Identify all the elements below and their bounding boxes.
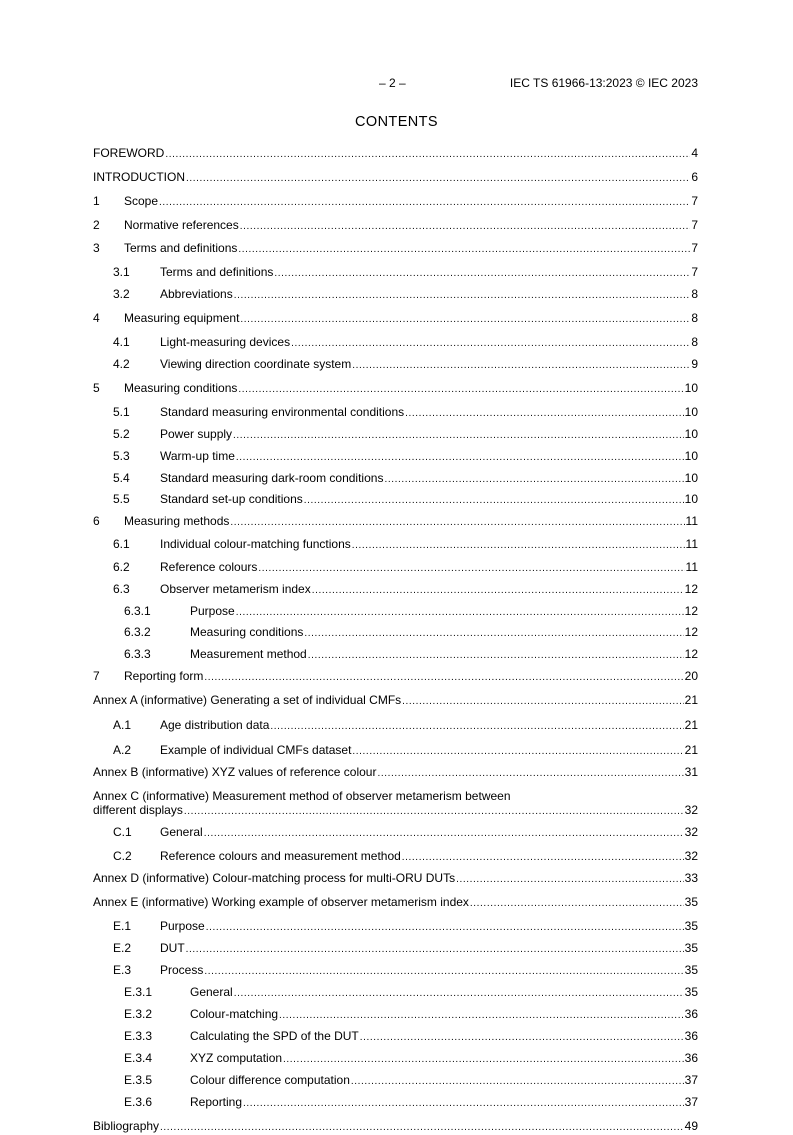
page-number: – 2 – <box>379 76 406 90</box>
toc-entry-number: 6.3.2 <box>124 625 151 639</box>
dot-leader <box>238 383 683 397</box>
toc-entry[interactable] <box>93 985 698 1001</box>
toc-entry-title: Reporting <box>190 1095 243 1109</box>
toc-entry-number: A.2 <box>113 743 132 757</box>
dot-leader <box>233 429 684 443</box>
toc-entry-title: Individual colour-matching functions <box>160 537 351 551</box>
toc-entry-page: 10 <box>684 405 698 419</box>
toc-entry-number: E.3.6 <box>124 1095 153 1109</box>
standard-designation: IEC TS 61966-13:2023 © IEC 2023 <box>509 76 698 90</box>
toc-entry-page: 11 <box>685 560 698 574</box>
toc-entry-title: Terms and definitions <box>160 265 274 279</box>
dot-leader <box>283 1053 684 1067</box>
toc-entry-page: 4 <box>691 146 698 160</box>
toc-entry[interactable] <box>93 381 698 397</box>
dot-leader <box>384 473 683 487</box>
table-of-contents <box>93 146 698 1135</box>
toc-entry-title: Warm-up time <box>160 449 235 463</box>
toc-entry[interactable] <box>93 1007 698 1023</box>
toc-entry-title: Power supply <box>160 427 233 441</box>
dot-leader <box>160 1121 684 1135</box>
toc-entry-title: Calculating the SPD of the DUT <box>190 1029 359 1043</box>
toc-entry-page: 21 <box>684 743 698 757</box>
dot-leader <box>159 196 690 210</box>
toc-entry-title: Measuring equipment <box>124 311 240 325</box>
toc-entry-number: 5.5 <box>113 492 130 506</box>
toc-entry-number: C.1 <box>113 825 132 839</box>
toc-entry-number: 6.3 <box>113 582 130 596</box>
toc-entry-page: 32 <box>684 803 698 817</box>
toc-entry[interactable] <box>93 895 698 911</box>
toc-entry[interactable] <box>93 218 698 234</box>
dot-leader <box>304 627 683 641</box>
toc-entry-number: E.3.4 <box>124 1051 153 1065</box>
toc-entry-title: FOREWORD <box>93 146 165 160</box>
toc-entry-title: Reference colours and measurement method <box>160 849 401 863</box>
toc-entry-title: Viewing direction coordinate system <box>160 357 352 371</box>
toc-entry-title: Reporting form <box>124 669 204 683</box>
toc-entry-title: Example of individual CMFs dataset <box>160 743 352 757</box>
toc-entry-page: 10 <box>684 449 698 463</box>
toc-entry-number: C.2 <box>113 849 132 863</box>
toc-entry-number: 6.2 <box>113 560 130 574</box>
toc-entry-page: 7 <box>691 241 698 255</box>
toc-entry-page: 10 <box>684 427 698 441</box>
toc-entry-title: Normative references <box>124 218 239 232</box>
toc-entry-number: E.2 <box>113 941 132 955</box>
toc-entry-page: 36 <box>684 1029 698 1043</box>
toc-entry-page: 35 <box>684 895 698 909</box>
toc-entry-page: 10 <box>684 471 698 485</box>
toc-entry[interactable] <box>93 311 698 327</box>
toc-entry[interactable] <box>93 537 698 553</box>
toc-entry-title: Measuring methods <box>124 514 230 528</box>
toc-entry-page: 7 <box>691 218 698 232</box>
toc-entry-title: Annex A (informative) Generating a set of individual CMFs <box>93 693 402 707</box>
toc-entry-title: DUT <box>160 941 185 955</box>
toc-entry-number: 4 <box>93 311 100 325</box>
dot-leader <box>304 494 684 508</box>
dot-leader <box>234 289 691 303</box>
toc-entry-number: 5.4 <box>113 471 130 485</box>
toc-entry-page: 35 <box>684 985 698 999</box>
toc-entry-page: 33 <box>684 871 698 885</box>
toc-entry-title: Measurement method <box>190 647 307 661</box>
toc-entry-title: Annex E (informative) Working example of observer metamerism index <box>93 895 469 909</box>
dot-leader <box>186 943 684 957</box>
toc-entry[interactable] <box>93 449 698 465</box>
toc-entry-title: Annex B (informative) XYZ values of reference colour <box>93 765 377 779</box>
toc-entry-page: 12 <box>684 604 698 618</box>
toc-entry[interactable] <box>93 194 698 210</box>
dot-leader <box>258 562 684 576</box>
toc-entry-page: 32 <box>684 849 698 863</box>
toc-entry-page: 11 <box>685 537 698 551</box>
toc-entry-page: 7 <box>691 265 698 279</box>
dot-leader <box>470 897 684 911</box>
toc-entry-page: 21 <box>684 693 698 707</box>
dot-leader <box>308 649 684 663</box>
toc-entry-number: 6 <box>93 514 100 528</box>
toc-entry[interactable] <box>93 871 698 887</box>
toc-entry[interactable] <box>93 427 698 443</box>
toc-entry-page: 20 <box>684 669 698 683</box>
toc-entry-number: 6.3.1 <box>124 604 151 618</box>
toc-entry-page: 8 <box>691 311 698 325</box>
dot-leader <box>230 516 684 530</box>
toc-entry-title: Colour difference computation <box>190 1073 350 1087</box>
toc-entry-page: 35 <box>684 963 698 977</box>
toc-entry-number: 3.2 <box>113 287 130 301</box>
dot-leader <box>352 745 683 759</box>
toc-entry-page: 32 <box>684 825 698 839</box>
toc-entry[interactable] <box>93 265 698 281</box>
dot-leader <box>279 1009 684 1023</box>
dot-leader <box>204 671 683 685</box>
dot-leader <box>204 827 684 841</box>
toc-entry-number: 1 <box>93 194 100 208</box>
dot-leader <box>402 695 683 709</box>
toc-entry-page: 12 <box>684 582 698 596</box>
toc-entry[interactable] <box>93 335 698 351</box>
toc-entry-title: Measuring conditions <box>190 625 304 639</box>
dot-leader <box>236 606 684 620</box>
toc-entry-number: 6.3.3 <box>124 647 151 661</box>
toc-entry[interactable] <box>93 647 698 663</box>
toc-entry-title: Bibliography <box>93 1119 160 1133</box>
dot-leader <box>291 337 690 351</box>
dot-leader <box>204 965 683 979</box>
dot-leader <box>405 407 683 421</box>
toc-entry[interactable] <box>93 825 698 841</box>
toc-entry-page: 10 <box>684 381 698 395</box>
dot-leader <box>238 243 690 257</box>
toc-entry-number: 5.1 <box>113 405 130 419</box>
toc-entry-number: 4.2 <box>113 357 130 371</box>
dot-leader <box>377 767 683 781</box>
toc-entry[interactable] <box>93 625 698 641</box>
toc-entry-page: 35 <box>684 919 698 933</box>
toc-entry-page: 21 <box>684 718 698 732</box>
toc-entry-title: General <box>190 985 233 999</box>
toc-entry-title: Standard measuring dark-room conditions <box>160 471 384 485</box>
toc-entry-title: General <box>160 825 203 839</box>
toc-entry[interactable] <box>93 514 698 530</box>
toc-entry-page: 9 <box>691 357 698 371</box>
toc-entry-title: different displays <box>93 803 183 817</box>
dot-leader <box>312 584 684 598</box>
toc-entry-page: 35 <box>684 941 698 955</box>
toc-entry[interactable] <box>93 765 698 781</box>
toc-entry-title: XYZ computation <box>190 1051 283 1065</box>
toc-entry-number: 5.3 <box>113 449 130 463</box>
toc-entry[interactable] <box>93 849 698 865</box>
toc-entry[interactable] <box>93 146 698 162</box>
toc-entry-title: Measuring conditions <box>124 381 238 395</box>
toc-entry-number: 4.1 <box>113 335 130 349</box>
toc-entry[interactable] <box>93 357 698 373</box>
toc-entry-page: 36 <box>684 1051 698 1065</box>
dot-leader <box>184 805 684 819</box>
dot-leader <box>270 720 683 734</box>
toc-entry-number: A.1 <box>113 718 132 732</box>
dot-leader <box>351 1075 684 1089</box>
toc-entry[interactable] <box>93 693 698 709</box>
toc-entry[interactable] <box>93 919 698 935</box>
dot-leader <box>274 267 690 281</box>
dot-leader <box>456 873 684 887</box>
toc-entry-page: 7 <box>691 194 698 208</box>
toc-entry-number: E.1 <box>113 919 132 933</box>
toc-entry[interactable] <box>93 1051 698 1067</box>
dot-leader <box>236 451 684 465</box>
toc-entry-number: 6.1 <box>113 537 130 551</box>
toc-entry[interactable] <box>93 471 698 487</box>
toc-entry[interactable] <box>93 604 698 620</box>
toc-entry[interactable] <box>93 492 698 508</box>
toc-entry-number: 3 <box>93 241 100 255</box>
dot-leader <box>240 313 690 327</box>
toc-entry[interactable] <box>93 170 698 186</box>
dot-leader <box>240 220 691 234</box>
toc-entry-page: 12 <box>684 625 698 639</box>
toc-entry[interactable] <box>93 582 698 598</box>
toc-entry[interactable] <box>93 941 698 957</box>
toc-entry-title: Standard measuring environmental conditions <box>160 405 405 419</box>
dot-leader <box>165 148 690 162</box>
toc-entry-title: Purpose <box>160 919 205 933</box>
toc-entry-title: Light-measuring devices <box>160 335 291 349</box>
toc-entry-page: 36 <box>684 1007 698 1021</box>
toc-entry-page: 11 <box>685 514 698 528</box>
toc-entry[interactable] <box>93 963 698 979</box>
toc-entry[interactable] <box>93 789 698 819</box>
toc-entry-number: E.3.5 <box>124 1073 153 1087</box>
toc-entry-number: 3.1 <box>113 265 130 279</box>
toc-entry[interactable] <box>93 560 698 576</box>
toc-entry-page: 31 <box>684 765 698 779</box>
toc-entry-title: INTRODUCTION <box>93 170 185 184</box>
toc-entry-title: Standard set-up conditions <box>160 492 303 506</box>
toc-entry-title: Abbreviations <box>160 287 233 301</box>
toc-entry-title: Scope <box>124 194 159 208</box>
toc-entry-title: Annex D (informative) Colour-matching process for multi-ORU DUTs <box>93 871 456 885</box>
toc-entry-number: E.3.2 <box>124 1007 153 1021</box>
toc-entry-page: 8 <box>691 335 698 349</box>
toc-entry-page: 8 <box>691 287 698 301</box>
dot-leader <box>352 359 690 373</box>
dot-leader <box>352 539 685 553</box>
toc-entry-page: 12 <box>684 647 698 661</box>
toc-entry[interactable] <box>93 743 698 759</box>
toc-entry-title: Process <box>160 963 204 977</box>
dot-leader <box>234 987 684 1001</box>
dot-leader <box>186 172 690 186</box>
dot-leader <box>243 1097 684 1111</box>
toc-entry[interactable] <box>93 241 698 257</box>
toc-entry-title: Observer metamerism index <box>160 582 311 596</box>
toc-entry-number: 5 <box>93 381 100 395</box>
toc-entry-number: E.3.1 <box>124 985 153 999</box>
contents-title: CONTENTS <box>355 114 438 130</box>
toc-entry-title: Annex C (informative) Measurement method of observer metamerism between <box>93 789 511 803</box>
toc-entry[interactable] <box>93 1119 698 1135</box>
toc-entry-number: 2 <box>93 218 100 232</box>
dot-leader <box>206 921 684 935</box>
toc-entry-title: Reference colours <box>160 560 258 574</box>
toc-entry-number: E.3.3 <box>124 1029 153 1043</box>
toc-entry[interactable] <box>93 718 698 734</box>
toc-entry[interactable] <box>93 287 698 303</box>
toc-entry-title: Colour-matching <box>190 1007 279 1021</box>
dot-leader <box>402 851 684 865</box>
toc-entry-page: 49 <box>684 1119 698 1133</box>
toc-entry-title: Purpose <box>190 604 235 618</box>
toc-entry-number: 7 <box>93 669 100 683</box>
toc-entry-title: Age distribution data <box>160 718 270 732</box>
toc-entry-number: E.3 <box>113 963 132 977</box>
dot-leader <box>360 1031 684 1045</box>
toc-entry-number: 5.2 <box>113 427 130 441</box>
toc-entry[interactable] <box>93 405 698 421</box>
toc-entry[interactable] <box>93 1095 698 1111</box>
toc-entry-page: 37 <box>684 1073 698 1087</box>
toc-entry[interactable] <box>93 669 698 685</box>
toc-entry-title: Terms and definitions <box>124 241 238 255</box>
toc-entry[interactable] <box>93 1029 698 1045</box>
toc-entry-page: 37 <box>684 1095 698 1109</box>
toc-entry[interactable] <box>93 1073 698 1089</box>
toc-entry-page: 10 <box>684 492 698 506</box>
toc-entry-page: 6 <box>691 170 698 184</box>
